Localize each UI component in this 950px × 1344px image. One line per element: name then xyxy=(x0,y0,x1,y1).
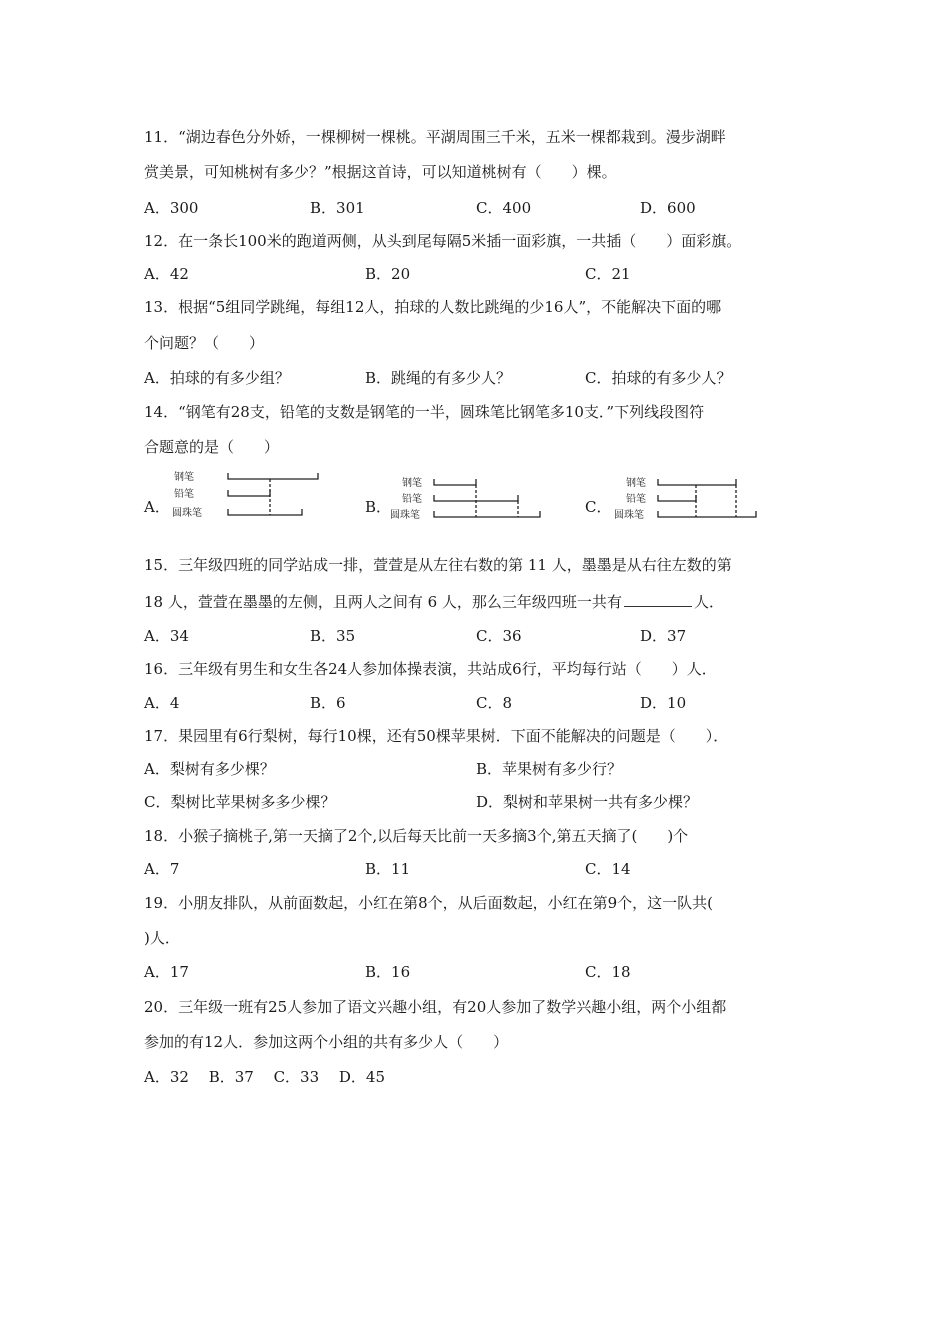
question-12-option-b: B．20 xyxy=(365,265,411,283)
question-14-option-c: C． xyxy=(585,498,612,516)
question-19-option-b: B．16 xyxy=(365,963,411,981)
question-19-line-1: 19．小朋友排队，从前面数起，小红在第8个，从后面数起，小红在第9个，这一队共( xyxy=(144,894,714,912)
diagram-a-label-pencil: 铅笔 xyxy=(174,489,194,500)
question-14-option-a: A． xyxy=(144,498,170,516)
diagram-c-pen-bar xyxy=(658,479,736,485)
diagram-c-ballpen-bar xyxy=(658,511,756,517)
diagram-c-label-pencil: 铅笔 xyxy=(626,494,646,505)
question-16-option-b: B．6 xyxy=(310,694,346,712)
diagram-b-ballpen-bar xyxy=(434,511,540,517)
question-19-line-2: )人． xyxy=(144,929,180,947)
segment-diagram-c xyxy=(612,468,762,524)
diagram-a-label-ballpen: 圆珠笔 xyxy=(172,508,202,519)
question-15-line-2-end: 人． xyxy=(693,593,724,611)
question-13-line-2: 个问题？（ ） xyxy=(144,334,265,352)
question-16-option-c: C．8 xyxy=(476,694,513,712)
question-16-option-a: A．4 xyxy=(144,694,180,712)
diagram-c-pencil-bar xyxy=(658,495,696,501)
question-17-option-a: A．梨树有多少棵？ xyxy=(144,760,275,778)
question-17-option-b: B．苹果树有多少行？ xyxy=(476,760,623,778)
diagram-c-label-ballpen: 圆珠笔 xyxy=(614,510,644,521)
question-16-line-1: 16．三年级有男生和女生各24人参加体操表演，共站成6行，平均每行站（ ）人． xyxy=(144,660,717,678)
question-18-line-1: 18．小猴子摘桃子,第一天摘了2个,以后每天比前一天多摘3个,第五天摘了( )个 xyxy=(144,827,689,845)
question-11-line-2: 赏美景，可知桃树有多少？”根据这首诗，可以知道桃树有（ ）棵。 xyxy=(144,163,617,181)
question-17-option-d: D．梨树和苹果树一共有多少棵？ xyxy=(476,793,699,811)
segment-diagram-b xyxy=(388,468,548,524)
question-11-option-d: D．600 xyxy=(640,199,696,217)
question-18-option-a: A．7 xyxy=(144,860,180,878)
question-11-option-a: A．300 xyxy=(144,199,199,217)
question-12-option-c: C．21 xyxy=(585,265,631,283)
question-19-option-a: A．17 xyxy=(144,963,189,981)
question-13-option-a: A．拍球的有多少组？ xyxy=(144,369,290,387)
question-18-option-b: B．11 xyxy=(365,860,411,878)
question-11-option-c: C．400 xyxy=(476,199,532,217)
question-18-option-c: C．14 xyxy=(585,860,631,878)
question-20-line-1: 20．三年级一班有25人参加了语文兴趣小组，有20人参加了数学兴趣小组，两个小组都 xyxy=(144,998,727,1016)
question-14-option-b: B． xyxy=(365,498,392,516)
question-15-option-a: A．34 xyxy=(144,627,189,645)
question-13-line-1: 13．根据“5组同学跳绳，每组12人，拍球的人数比跳绳的少16人”，不能解决下面的哪 xyxy=(144,298,722,316)
question-16-option-d: D．10 xyxy=(640,694,687,712)
diagram-a-pencil-bar xyxy=(228,490,270,496)
diagram-a-label-pen: 钢笔 xyxy=(174,472,194,483)
question-15-option-c: C．36 xyxy=(476,627,522,645)
answer-blank[interactable] xyxy=(624,592,692,607)
segment-diagram-a xyxy=(172,468,322,524)
diagram-c-label-pen: 钢笔 xyxy=(626,478,646,489)
diagram-b-pen-bar xyxy=(434,479,476,485)
diagram-b-label-ballpen: 圆珠笔 xyxy=(390,510,420,521)
question-13-option-b: B．跳绳的有多少人？ xyxy=(365,369,512,387)
diagram-a-ballpen-bar xyxy=(228,509,302,515)
question-12-option-a: A．42 xyxy=(144,265,189,283)
question-15-option-d: D．37 xyxy=(640,627,687,645)
question-15-line-1: 15．三年级四班的同学站成一排，萱萱是从左往右数的第 11 人，墨墨是从右往左数的第 xyxy=(144,556,732,574)
question-11-line-1: 11．“湖边春色分外娇，一棵柳树一棵桃。平湖周围三千米，五米一棵都栽到。漫步湖畔 xyxy=(144,128,726,146)
question-15-line-2-text: 18 人，萱萱在墨墨的左侧，且两人之间有 6 人，那么三年级四班一共有 xyxy=(144,593,622,611)
question-19-option-c: C．18 xyxy=(585,963,631,981)
question-12-line-1: 12．在一条长100米的跑道两侧，从头到尾每隔5米插一面彩旗，一共插（ ）面彩旗。 xyxy=(144,232,742,250)
question-14-line-1: 14．“钢笔有28支，铅笔的支数是钢笔的一半，圆珠笔比钢笔多10支．”下列线段图符 xyxy=(144,403,705,421)
question-15-line-2 xyxy=(144,592,724,612)
question-20-options: A．32 B．37 C．33 D．45 xyxy=(144,1068,386,1086)
diagram-b-label-pencil: 铅笔 xyxy=(402,494,422,505)
diagram-b-label-pen: 钢笔 xyxy=(402,478,422,489)
question-17-option-c: C．梨树比苹果树多多少棵？ xyxy=(144,793,336,811)
question-20-line-2: 参加的有12人．参加这两个小组的共有多少人（ ） xyxy=(144,1033,509,1051)
diagram-a-pen-bar xyxy=(228,473,318,479)
question-11-option-b: B．301 xyxy=(310,199,365,217)
question-13-option-c: C．拍球的有多少人？ xyxy=(585,369,732,387)
question-17-line-1: 17．果园里有6行梨树，每行10棵，还有50棵苹果树．下面不能解决的问题是（ ）． xyxy=(144,727,729,745)
question-14-line-2: 合题意的是（ ） xyxy=(144,438,280,456)
question-15-option-b: B．35 xyxy=(310,627,356,645)
